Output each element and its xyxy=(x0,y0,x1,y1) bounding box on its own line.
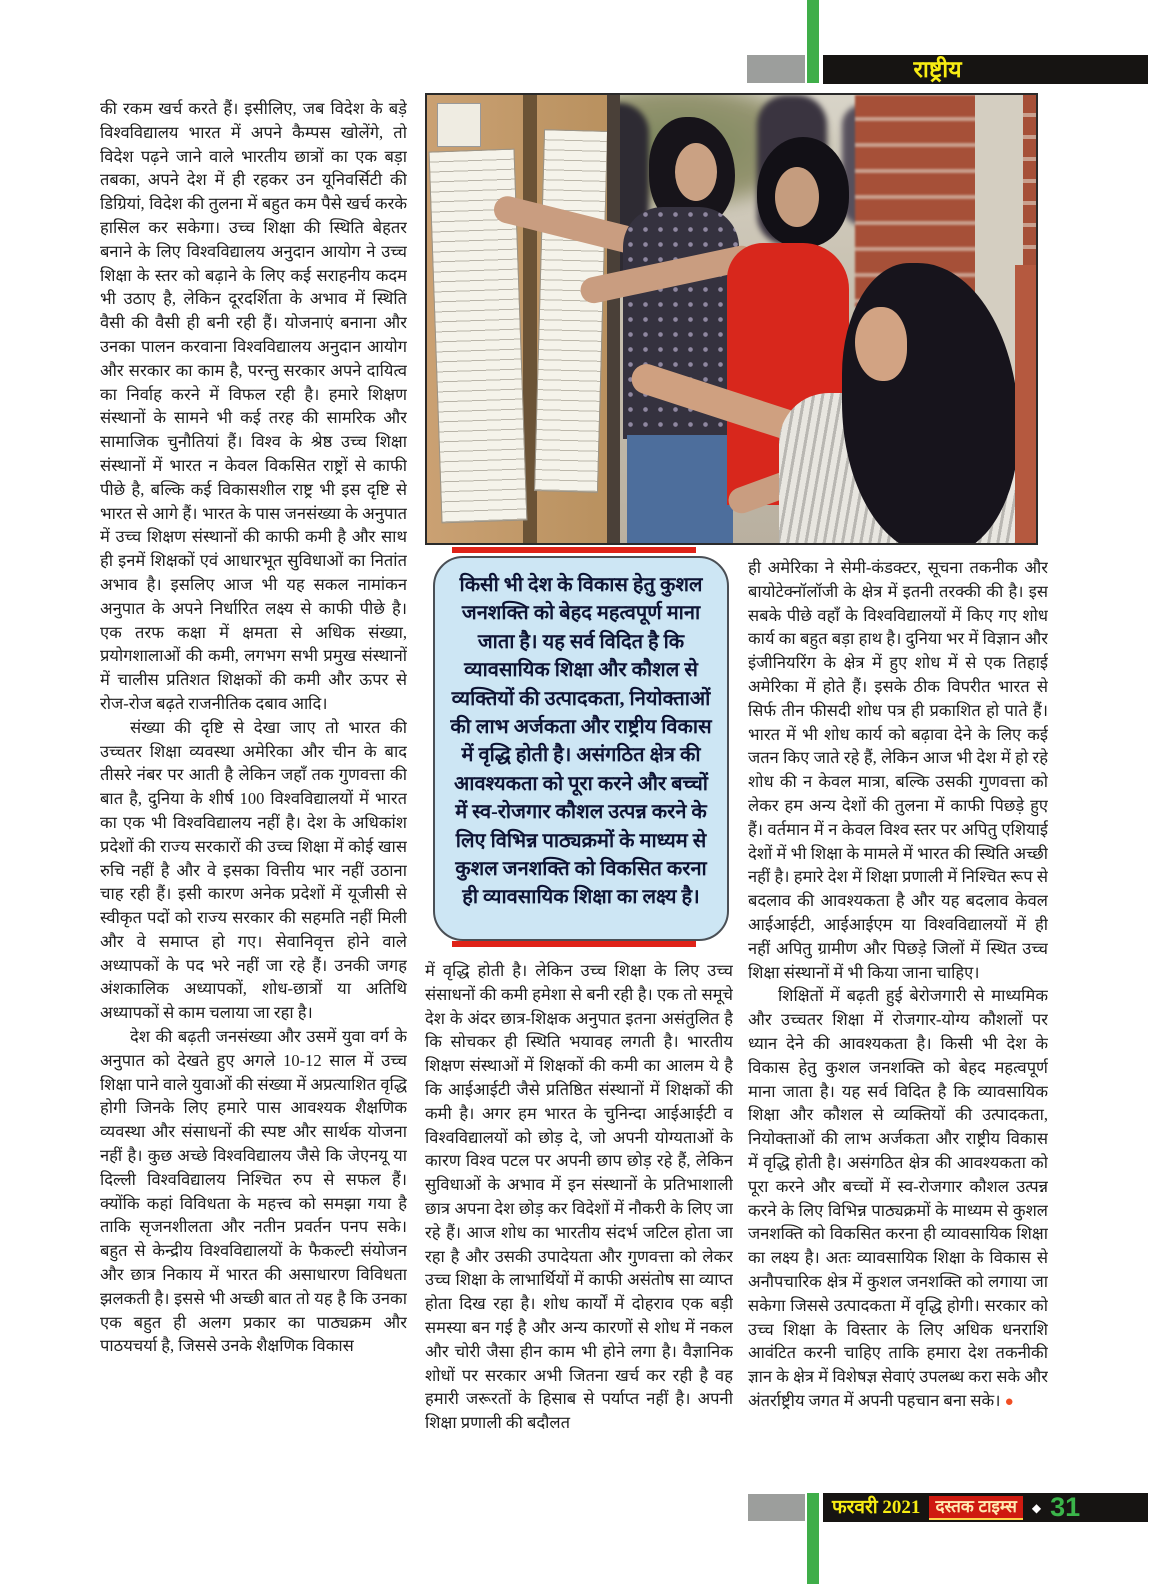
red-rule-bottom xyxy=(452,941,696,947)
red-rule-top xyxy=(452,547,696,553)
footer-green-bar xyxy=(807,1493,819,1584)
footer-diamond-icon: ◆ xyxy=(1031,1500,1042,1515)
footer-page-number: 31 xyxy=(1050,1492,1081,1522)
section-header xyxy=(823,55,1148,84)
paragraph: ही अमेरिका ने सेमी-कंडक्टर, सूचना तकनीक और बायोटेक्नॉलॉजी के क्षेत्र में इतनी तरक्की की है। इस सबके पीछे वहाँ के विश्वविद्यालयों में किए गए शोध कार्य का बहुत बड़ा हाथ है। दुनिया भर में विज्ञान और इंजीनियरिंग के क्षेत्र में हुए शोध में से एक तिहाई अमेरिका में होते हैं। इसके ठीक विपरीत भारत से सिर्फ तीन फीसदी शोध पत्र ही प्रकाशित हो पाते हैं। भारत में भी शोध कार्य को बढ़ावा देने के लिए कई जतन किए जाते रहे हैं, लेकिन आज भी देश में हो रहे शोध की न केवल मात्रा, बल्कि उसकी गुणवत्ता को लेकर हम अन्य देशों की तुलना में काफी पिछड़े हुए हैं। वर्तमान में न केवल विश्व स्तर पर अपितु एशियाई देशों में भी शिक्षा के मामले में भारत की स्थिति अच्छी नहीं है। हमारे देश में शिक्षा प्रणाली में निश्चित रूप से बदलाव की आवश्यकता है और यह बदलाव केवल आईआईटी, आईआईएम या विश्वविद्यालयों में ही नहीं अपितु ग्रामीण और पिछड़े जिलों में स्थित उच्च शिक्षा संस्थानों में भी किया जाना चाहिए। xyxy=(748,558,1048,982)
photo-student2-face xyxy=(775,167,819,227)
photo-pole xyxy=(607,95,620,545)
photo-student1-jeans xyxy=(627,435,733,545)
section-label: राष्ट्रीय xyxy=(913,57,962,82)
photo-notice xyxy=(437,103,481,147)
pull-quote-text: किसी भी देश के विकास हेतु कुशल जनशक्ति को बेहद महत्वपूर्ण माना जाता है। यह सर्व विदित है कि व्यावसायिक शिक्षा और कौशल से व्यक्तियों की उत्पादकता, नियोक्ताओं की लाभ अर्जकता और राष्ट्रीय विकास में वृद्धि होती है। असंगठित क्षेत्र की आवश्यकता को पूरा करने और बच्चों में स्व-रोजगार कौशल उत्पन्न करने के लिए विभिन्न पाठ्यक्रमों के माध्यम से कुशल जनशक्ति को विकसित करना ही व्यावसायिक शिक्षा का लक्ष्य है। xyxy=(450,574,712,909)
paragraph: देश की बढ़ती जनसंख्या और उसमें युवा वर्ग के अनुपात को देखते हुए अगले 10-12 साल में उच्च शिक्षा पाने वाले युवाओं की संख्या में अप्रत्याशित वृद्धि होगी जिनके लिए हमारे पास आवश्यक शैक्षणिक व्यवस्था और संसाधनों की स्पष्ट और सार्थक योजना नहीं है। कुछ अच्छे विश्वविद्यालय जैसे कि जेएनयू या दिल्ली विश्वविद्यालय निश्चित रुप से सफल हैं। क्योंकि कहां विविधता के महत्त्व को समझा गया है ताकि सृजनशीलता और नतीन प्रवर्तन पनप सके। बहुत से केन्द्रीय विश्वविद्यालयों के फैकल्टी संयोजन और छात्र निकाय में भारत की असाधारण विविधता झलकती है। इससे भी अच्छी बात तो यह है कि उनका एक बहुत ही अलग प्रकार का पाठ्यक्रम और पाठयचर्या है, जिससे उनके शैक्षणिक विकास xyxy=(100,1027,407,1356)
footer-gray-box xyxy=(748,1494,805,1521)
article-photo xyxy=(425,93,1038,545)
footer-bar xyxy=(823,1493,1148,1522)
column-3 xyxy=(748,556,1048,1415)
paragraph: संख्या की दृष्टि से देखा जाए तो भारत की उच्चतर शिक्षा व्यवस्था अमेरिका और चीन के बाद तीसरे नंबर पर आती है लेकिन जहाँ तक गुणवत्ता की बात है, दुनिया के शीर्ष 100 विश्वविद्यालयों में भारत का एक भी विश्वविद्यालय नहीं है। देश के अधिकांश प्रदेशों की राज्य सरकारों की उच्च शिक्षा में कोई खास रुचि नहीं है और वे इसका वित्तीय भार नहीं उठाना चाह रही हैं। इसी कारण अनेक प्रदेशों में यूजीसी से स्वीकृत पदों को राज्य सरकार की सहमति नहीं मिली और वे समाप्त हो गए। सेवानिवृत्त होने वाले अध्यापकों के पद भरे नहीं जा रहे हैं। उनकी जगह अंशकालिक अध्यापकों, शोध-छात्रों या अतिथि अध्यापकों से काम चलाया जा रहा है। xyxy=(100,717,407,1023)
paragraph: की रकम खर्च करते हैं। इसीलिए, जब विदेश के बड़े विश्वविद्यालय भारत में अपने कैम्पस खोलेंगे, तो विदेश पढ़ने जाने वाले भारतीय छात्रों का एक बड़ा तबका, अपने देश में ही रहकर उन यूनिवर्सिटी की डिग्रियां, विदेश की तुलना में बहुत कम पैसे खर्च करके हासिल कर सकेगा। उच्च शिक्षा की स्थिति बेहतर बनाने के लिए विश्वविद्यालय अनुदान आयोग ने उच्च शिक्षा के स्तर को बढ़ाने के लिए कई सराहनीय कदम भी उठाए है, लेकिन दूरदर्शिता के अभाव में स्थिति वैसी की वैसी ही बनी रही हैं। योजनाएं बनाना और उनका पालन करवाना विश्वविद्यालय अनुदान आयोग और सरकार का काम है, परन्तु सरकार अपने दायित्व का निर्वाह करने में विफल रही है। हमारे शिक्षण संस्थानों के सामने भी कई तरह की सामरिक और सामाजिक चुनौतियां हैं। विश्व के श्रेष्ठ उच्च शिक्षा संस्थानों में भारत न केवल विकसित राष्ट्रों से काफी पीछे है, बल्कि कई विकासशील राष्ट्र भी इस दृष्टि से भारत से आगे हैं। भारत के पास जनसंख्या के अनुपात में उच्च शिक्षण संस्थानों की काफी कमी है और साथ ही इनमें शिक्षकों एवं आधारभूत सुविधाओं का नितांत अभाव है। इसलिए आज भी यह सकल नामांकन अनुपात के अपने निर्धारित लक्ष्य से काफी पीछे है। एक तरफ कक्षा में क्षमता से अधिक संख्या, प्रयोगशालाओं की कमी, लगभग सभी प्रमुख संस्थानों में चालीस प्रतिशत शिक्षकों की कमी और ऊपर से रोज-रोज बढ़ते राजनीतिक दबाव आदि। xyxy=(100,99,407,713)
paragraph xyxy=(748,984,1048,1414)
photo-result-sheet xyxy=(534,129,608,493)
column-1 xyxy=(100,97,407,1358)
paragraph: में वृद्धि होती है। लेकिन उच्च शिक्षा के लिए उच्च संसाधनों की कमी हमेशा से बनी रही है। एक तो समूचे देश के अंदर छात्र-शिक्षक अनुपात इतना असंतुलित है कि सोचकर ही स्थिति भयावह लगती है। भारतीय शिक्षण संस्थाओं में शिक्षकों की कमी का आलम ये है कि आईआईटी जैसे प्रतिष्ठित संस्थानों में शिक्षकों की कमी है। अगर हम भारत के चुनिन्दा आईआईटी व विश्वविद्यालयों को छोड़ दे, जो अपनी योग्यताओं के कारण विश्व पटल पर अपनी छाप छोड़ रहे हैं, लेकिन सुविधाओं के अभाव में इन संस्थानों के प्रतिभाशाली छात्र अपना देश छोड़ कर विदेशों में नौकरी के लिए जा रहे हैं। आज शोध का भारतीय संदर्भ जटिल होता जा रहा है और उसकी उपादेयता और गुणवत्ता को लेकर उच्च शिक्षा के लाभार्थियों में काफी असंतोष सा व्याप्त होता दिख रहा है। शोध कार्यों में दोहराव एक बड़ी समस्या बन गई है और अन्य कारणों से शोध में नकल और चोरी जैसा हीन काम भी होने लगा है। वैज्ञानिक शोधों पर सरकार अभी जितना खर्च कर रही है वह हमारी जरूरतों के हिसाब से पर्याप्त नहीं है। अपनी शिक्षा प्रणाली की बदौलत xyxy=(425,961,733,1433)
photo-student3-face xyxy=(855,307,907,381)
pull-quote-box xyxy=(433,556,729,941)
paragraph-text: शिक्षितों में बढ़ती हुई बेरोजगारी से माध्यमिक और उच्चतर शिक्षा में रोजगार-योग्य कौशलों पर ध्यान देने की आवश्यकता है। किसी भी देश के विकास हेतु कुशल जनशक्ति को बेहद महत्वपूर्ण माना जाता है। यह सर्व विदित है कि व्यावसायिक शिक्षा और कौशल से व्यक्तियों की उत्पादकता, नियोक्ताओं की लाभ अर्जकता और राष्ट्रीय विकास में वृद्धि होती है। असंगठित क्षेत्र की आवश्यकता को पूरा करने और बच्चों में स्व-रोजगार कौशल उत्पन्न करने के लिए विभिन्न पाठ्यक्रमों के माध्यम से कुशल जनशक्ति को विकसित करना ही व्यावसायिक शिक्षा का लक्ष्य है। अतः व्यावसायिक शिक्षा के विकास से अनौपचारिक क्षेत्र में कुशल जनशक्ति को लगाया जा सकेगा जिससे उत्पादकता में वृद्धि होगी। सरकार को उच्च शिक्षा के विस्तार के लिए अधिक धनराशि आवंटित करनी चाहिए ताकि हमारा देश तकनीकी ज्ञान के क्षेत्र में विशेषज्ञ सेवाएं उपलब्ध करा सके और अंतर्राष्ट्रीय जगत में अपनी पहचान बना सके। xyxy=(748,986,1048,1410)
footer-issue-date: फरवरी 2021 xyxy=(832,1497,921,1518)
magazine-logo: दस्तक टाइम्स xyxy=(929,1496,1022,1520)
end-dot: ● xyxy=(1004,1393,1014,1410)
photo-student1-face xyxy=(675,143,717,201)
header-green-bar xyxy=(807,0,819,83)
photo-background-figure xyxy=(1015,265,1038,545)
column-2 xyxy=(425,959,733,1435)
header-gray-box xyxy=(747,55,805,83)
